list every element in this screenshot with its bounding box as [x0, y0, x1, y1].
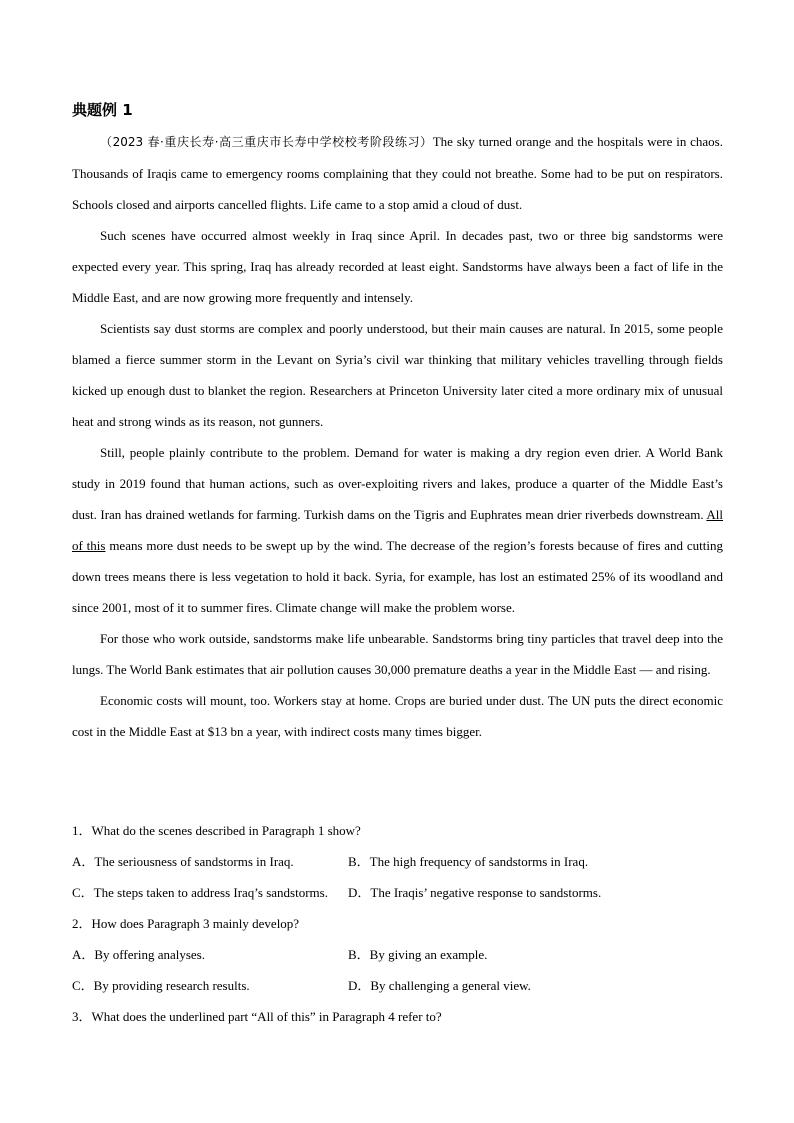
question-3-stem: 3．What does the underlined part “All of this” in Paragraph 4 refer to?: [72, 1009, 442, 1024]
section-heading: 典题例 1: [72, 101, 133, 119]
paragraph-4-text-after: means more dust needs to be swept up by the wind. The decrease of the region’s forests because of fires and cutting down trees means there is less vegetation to hold it back. Syria, for example, has lost an estimated 25% of its woodland and since 2001, most of it to summer fires. Climate change will make the problem worse.: [72, 538, 723, 615]
question-2-options-row-2: [72, 970, 723, 1001]
paragraph-5: For those who work outside, sandstorms make life unbearable. Sandstorms bring tiny particles that travel deep into the lungs. The World Bank estimates that air pollution causes 30,000 premature deaths a year in the Middle East — and rising.: [72, 631, 723, 677]
question-list: [72, 815, 723, 1032]
question-2-option-c[interactable]: C．By providing research results.: [72, 978, 250, 993]
question-2-option-d[interactable]: D．By challenging a general view.: [348, 978, 531, 993]
paragraph-4: [72, 437, 723, 623]
question-1-stem: 1．What do the scenes described in Paragraph 1 show?: [72, 823, 361, 838]
paragraph-1: [72, 126, 723, 220]
reading-passage: [72, 126, 723, 747]
paragraph-3: Scientists say dust storms are complex and poorly understood, but their main causes are natural. In 2015, some people blamed a fierce summer storm in the Levant on Syria’s civil war thinking that military vehicles travelling through fields kicked up enough dust to blanket the region. Researchers at Princeton University later cited a more ordinary mix of unusual heat and strong winds as its reason, not gunners.: [72, 321, 723, 429]
question-2-options-row-1: [72, 939, 723, 970]
question-1-option-d[interactable]: D．The Iraqis’ negative response to sandstorms.: [348, 885, 602, 900]
question-2-option-a[interactable]: A．By offering analyses.: [72, 947, 205, 962]
question-1-option-b[interactable]: B．The high frequency of sandstorms in Iraq.: [348, 854, 589, 869]
question-1-option-c[interactable]: C．The steps taken to address Iraq’s sandstorms.: [72, 885, 328, 900]
question-1-option-a[interactable]: A．The seriousness of sandstorms in Iraq.: [72, 854, 294, 869]
question-2-option-b[interactable]: B．By giving an example.: [348, 947, 488, 962]
question-2-stem: 2．How does Paragraph 3 mainly develop?: [72, 916, 300, 931]
question-1-options-row-1: [72, 846, 723, 877]
paragraph-1-text: The sky turned orange and the hospitals were in chaos. Thousands of Iraqis came to emergency rooms complaining that they could not breathe. Some had to be put on respirators. Schools closed and airports cancelled flights. Life came to a stop amid a cloud of dust.: [72, 134, 723, 212]
source-citation: （2023 春·重庆长寿·高三重庆市长寿中学校校考阶段练习）: [100, 135, 433, 149]
paragraph-4-text-before: Still, people plainly contribute to the problem. Demand for water is making a dry region even drier. A World Bank study in 2019 found that human actions, such as over-exploiting rivers and lakes, produce a quarter of the Middle East’s dust. Iran has drained wetlands for farming. Turkish dams on the Tigris and Euphrates mean drier riverbeds downstream.: [72, 445, 723, 522]
question-1-options-row-2: [72, 877, 723, 908]
paragraph-2: Such scenes have occurred almost weekly in Iraq since April. In decades past, two or three big sandstorms were expected every year. This spring, Iraq has already recorded at least eight. Sandstorms have always been a fact of life in the Middle East, and are now growing more frequently and intensely.: [72, 228, 723, 305]
underlined-phrase: All of this: [72, 507, 723, 553]
paragraph-6: Economic costs will mount, too. Workers stay at home. Crops are buried under dust. The UN puts the direct economic cost in the Middle East at $13 bn a year, with indirect costs many times bigger.: [72, 693, 723, 739]
